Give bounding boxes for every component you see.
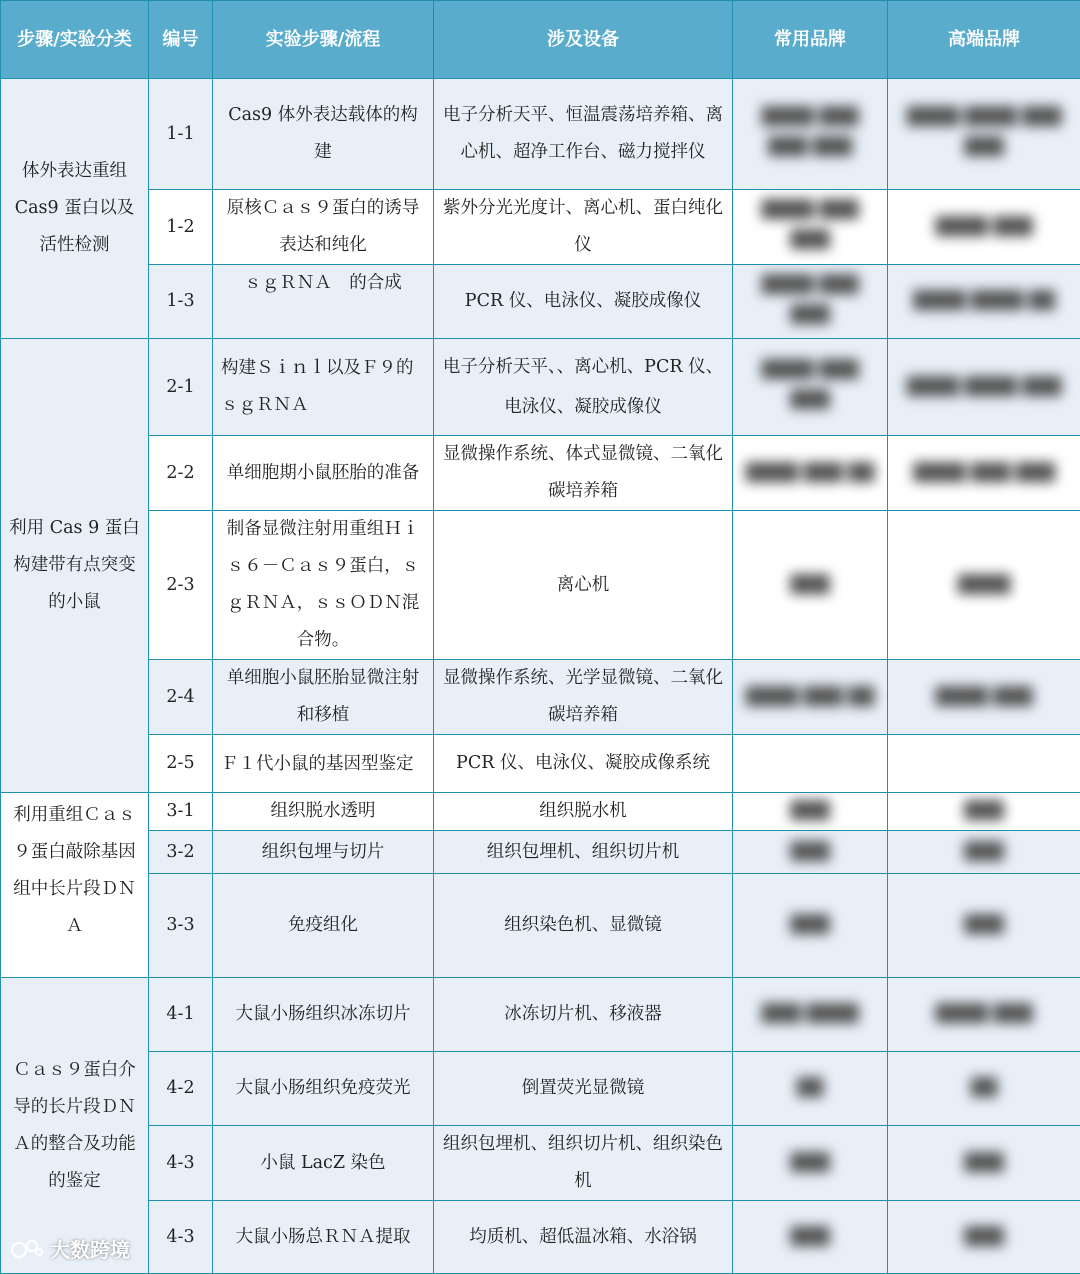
redacted-text: ████ ███ [936,212,1033,242]
category-cell: Ｃａｓ９蛋白介导的长片段ＤＮＡ的整合及功能的鉴定 [1,978,149,1274]
step-name: 原核Ｃａｓ９蛋白的诱导表达和纯化 [213,190,434,265]
category-cell: 利用重组Ｃａｓ９蛋白敲除基因组中长片段ＤＮＡ [1,793,149,978]
step-id: 2-5 [149,735,213,793]
step-id: 1-3 [149,265,213,339]
redacted-text: ████ ████ ███ ███ [896,102,1072,162]
premium-brand [888,1201,1080,1274]
redacted-text: ████ ███ ███ [741,270,879,330]
step-name: 大鼠小肠组织免疫荧光 [213,1052,434,1126]
redacted-text: ████ ███ ██ [746,458,874,488]
header-category: 步骤/实验分类 [1,1,149,79]
step-name: 组织脱水透明 [213,793,434,831]
equipment: PCR 仪、电泳仪、凝胶成像仪 [434,265,733,339]
redacted-text: ███ [964,910,1003,940]
equipment: 显微操作系统、体式显微镜、二氧化碳培养箱 [434,436,733,511]
common-brand [733,978,888,1052]
common-brand [733,265,888,339]
step-name: 构建Ｓｉｎｌ以及Ｆ９的ｓｇＲＮＡ [213,339,434,436]
common-brand [733,511,888,660]
redacted-text: ███ [790,837,829,867]
redacted-text: ███ [790,1222,829,1252]
header-premium-brand: 高端品牌 [888,1,1080,79]
redacted-text: ███ [790,796,829,826]
table-row [1,339,1080,436]
step-name: Cas9 体外表达载体的构建 [213,79,434,190]
redacted-text: ███ [790,1148,829,1178]
step-id: 2-4 [149,660,213,735]
step-name: 单细胞小鼠胚胎显微注射和移植 [213,660,434,735]
header-equipment: 涉及设备 [434,1,733,79]
step-name: 免疫组化 [213,874,434,978]
equipment: 组织包埋机、组织切片机、组织染色机 [434,1126,733,1201]
premium-brand [888,1126,1080,1201]
step-name: 组织包埋与切片 [213,831,434,874]
premium-brand [888,511,1080,660]
step-name: 制备显微注射用重组Ｈｉｓ６－Ｃａｓ９蛋白，ｓｇＲＮＡ，ｓｓＯＤＮ混合物。 [213,511,434,660]
table-row [1,978,1080,1052]
redacted-text: ███ [964,1222,1003,1252]
step-id: 2-2 [149,436,213,511]
equipment: 倒置荧光显微镜 [434,1052,733,1126]
premium-brand [888,874,1080,978]
redacted-text: ████ [958,570,1010,600]
common-brand [733,79,888,190]
step-id: 3-2 [149,831,213,874]
redacted-text: ████ ████ ██ [913,286,1055,316]
common-brand [733,660,888,735]
header-common-brand: 常用品牌 [733,1,888,79]
redacted-text: ███ [964,1148,1003,1178]
redacted-text: ████ ███ ███ ███ [741,102,879,162]
step-name: ｓｇＲＮＡ 的合成 [213,265,434,339]
premium-brand [888,793,1080,831]
equipment: PCR 仪、电泳仪、凝胶成像系统 [434,735,733,793]
equipment: 电子分析天平、、离心机、PCR 仪、电泳仪、凝胶成像仪 [434,339,733,436]
equipment: 均质机、超低温冰箱、水浴锅 [434,1201,733,1274]
common-brand [733,339,888,436]
premium-brand [888,735,1080,793]
watermark-text: 大数跨境 [50,1234,130,1263]
premium-brand [888,190,1080,265]
step-id: 4-2 [149,1052,213,1126]
redacted-text: ███ [790,570,829,600]
step-name: 大鼠小肠总ＲＮＡ提取 [213,1201,434,1274]
common-brand [733,1201,888,1274]
redacted-text: ████ ███ ███ [741,355,879,415]
table-row [1,511,1080,660]
redacted-text: ███ [790,910,829,940]
redacted-text: ███ ████ [762,999,859,1029]
equipment: 显微操作系统、光学显微镜、二氧化碳培养箱 [434,660,733,735]
common-brand [733,793,888,831]
brand-logo-icon [10,1237,44,1261]
premium-brand [888,978,1080,1052]
equipment: 离心机 [434,511,733,660]
redacted-text: ████ ███ [936,999,1033,1029]
redacted-text: ██ [797,1073,823,1103]
table-row [1,735,1080,793]
table-row [1,793,1080,831]
step-id: 4-3 [149,1201,213,1274]
premium-brand [888,265,1080,339]
watermark [10,1234,130,1263]
table-row [1,874,1080,978]
category-cell: 体外表达重组Cas9 蛋白以及活性检测 [1,79,149,339]
table-row [1,660,1080,735]
equipment: 组织染色机、显微镜 [434,874,733,978]
redacted-text: ██ [971,1073,997,1103]
table-row [1,831,1080,874]
premium-brand [888,436,1080,511]
equipment: 组织脱水机 [434,793,733,831]
step-name: 小鼠 LacZ 染色 [213,1126,434,1201]
common-brand [733,1052,888,1126]
premium-brand [888,79,1080,190]
step-id: 2-1 [149,339,213,436]
premium-brand [888,660,1080,735]
common-brand [733,190,888,265]
table-row [1,79,1080,190]
table-row [1,265,1080,339]
table-row [1,1126,1080,1201]
common-brand [733,831,888,874]
step-name: Ｆ１代小鼠的基因型鉴定 [213,735,434,793]
redacted-text: ████ ███ ██ [746,682,874,712]
step-id: 4-3 [149,1126,213,1201]
common-brand [733,874,888,978]
equipment: 紫外分光光度计、离心机、蛋白纯化仪 [434,190,733,265]
category-cell: 利用 Cas 9 蛋白构建带有点突变的小鼠 [1,339,149,793]
table-row [1,1201,1080,1274]
table-row [1,190,1080,265]
common-brand [733,436,888,511]
step-id: 2-3 [149,511,213,660]
header-step: 实验步骤/流程 [213,1,434,79]
step-id: 1-2 [149,190,213,265]
redacted-text: ████ ███ ███ [741,195,879,255]
redacted-text: ███ [964,796,1003,826]
step-id: 1-1 [149,79,213,190]
redacted-text: ████ ████ ███ [907,372,1062,402]
redacted-text: ████ ███ [936,682,1033,712]
step-name: 大鼠小肠组织冰冻切片 [213,978,434,1052]
table-row [1,1052,1080,1126]
redacted-text: ████ ███ ███ [913,458,1055,488]
step-id: 3-1 [149,793,213,831]
redacted-text: ███ [964,837,1003,867]
premium-brand [888,1052,1080,1126]
premium-brand [888,339,1080,436]
step-id: 3-3 [149,874,213,978]
equipment: 组织包埋机、组织切片机 [434,831,733,874]
header-row [1,1,1080,79]
equipment: 电子分析天平、恒温震荡培养箱、离心机、超净工作台、磁力搅拌仪 [434,79,733,190]
premium-brand [888,831,1080,874]
table-row [1,436,1080,511]
step-name: 单细胞期小鼠胚胎的准备 [213,436,434,511]
header-id: 编号 [149,1,213,79]
common-brand [733,735,888,793]
equipment: 冰冻切片机、移液器 [434,978,733,1052]
common-brand [733,1126,888,1201]
step-id: 4-1 [149,978,213,1052]
